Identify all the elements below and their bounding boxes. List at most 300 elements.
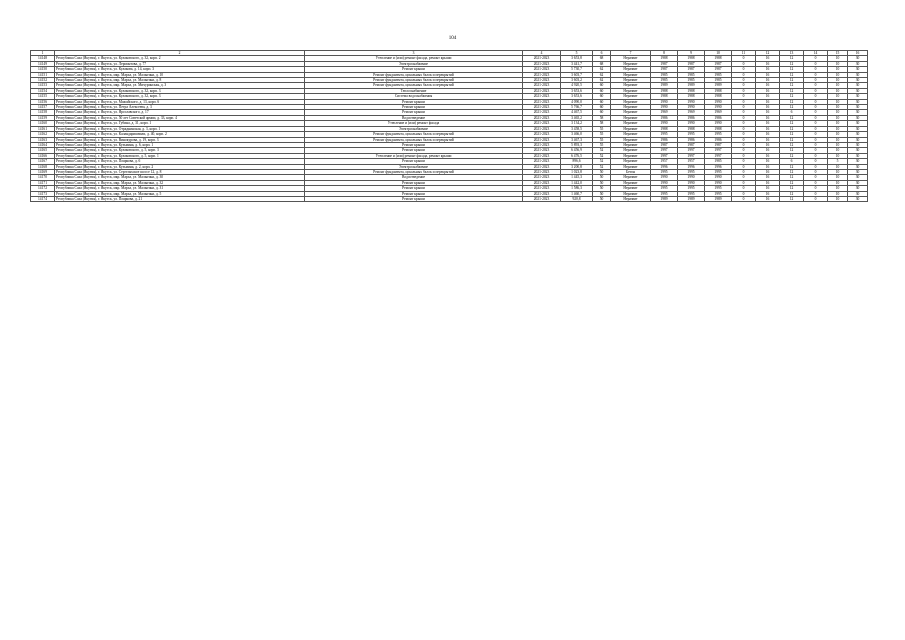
table-cell: 3 603,2 bbox=[561, 78, 593, 83]
table-cell: 12 bbox=[780, 99, 804, 104]
table-cell: 12 bbox=[780, 67, 804, 72]
table-cell: 12 bbox=[780, 164, 804, 169]
table-cell: Неразвит bbox=[611, 115, 651, 120]
table-cell: 1995 bbox=[705, 186, 732, 191]
table-cell: 1990 bbox=[651, 121, 678, 126]
table-cell: 50 bbox=[593, 191, 611, 196]
table-cell: 62 bbox=[593, 67, 611, 72]
table-cell: 1 023,8 bbox=[561, 169, 593, 174]
table-cell: 1995 bbox=[678, 186, 705, 191]
table-cell: 1969 bbox=[705, 110, 732, 115]
table-cell: Ремонт фундамента, цокольных балок и перекрытий bbox=[305, 137, 523, 142]
table-cell: Теплоснабжение bbox=[305, 88, 523, 93]
table-cell: 1987 bbox=[705, 61, 732, 66]
table-cell: 14151 bbox=[31, 72, 55, 77]
table-cell: 16 bbox=[756, 121, 780, 126]
table-cell: Ремонт крыши bbox=[305, 142, 523, 147]
table-cell: 12 bbox=[780, 94, 804, 99]
table-cell: 30 bbox=[848, 72, 868, 77]
table-cell: 14159 bbox=[31, 115, 55, 120]
table-cell: Неразвит bbox=[611, 99, 651, 104]
table-cell: 0 bbox=[804, 180, 828, 185]
table-cell: 30 bbox=[848, 164, 868, 169]
table-cell: 0 bbox=[804, 132, 828, 137]
table-cell: 30 bbox=[848, 169, 868, 174]
table-cell: 0 bbox=[732, 83, 756, 88]
table-cell: 16 bbox=[756, 180, 780, 185]
table-cell: 30 bbox=[848, 180, 868, 185]
table-cell: 16 bbox=[756, 153, 780, 158]
capital-repair-table bbox=[30, 50, 868, 202]
table-cell: 62 bbox=[593, 78, 611, 83]
table-cell: Ремонт крыши bbox=[305, 105, 523, 110]
table-cell: Ремонт крыши bbox=[305, 159, 523, 164]
table-cell: 10 bbox=[828, 148, 848, 153]
table-cell: Ремонт фундамента, цокольных балок и перекрытий bbox=[305, 72, 523, 77]
table-cell: 2021-2023 bbox=[523, 137, 561, 142]
table-cell: 2021-2023 bbox=[523, 159, 561, 164]
table-cell: 1987 bbox=[678, 142, 705, 147]
table-cell: Республика Саха (Якутия), г. Якутск, мкр. Марха, ул. Малыгина, д. 32 bbox=[55, 180, 305, 185]
table-cell: 16 bbox=[756, 186, 780, 191]
table-cell: 12 bbox=[780, 115, 804, 120]
table-cell: 0 bbox=[732, 191, 756, 196]
table-cell: 0 bbox=[732, 88, 756, 93]
table-cell: 14166 bbox=[31, 153, 55, 158]
table-cell: 1986 bbox=[678, 115, 705, 120]
table-cell: 12 bbox=[780, 83, 804, 88]
table-cell: 1997 bbox=[651, 148, 678, 153]
table-cell: 30 bbox=[848, 196, 868, 201]
table-cell: Ремонт крыши bbox=[305, 180, 523, 185]
table-cell: Система водоснабжения bbox=[305, 94, 523, 99]
table-cell: Неразвит bbox=[611, 148, 651, 153]
table-cell: 16 bbox=[756, 67, 780, 72]
table-cell: 60 bbox=[593, 83, 611, 88]
table-cell: Республика Саха (Якутия), г. Якутск, ул. Кулаковского, д. 5, корп. 3 bbox=[55, 148, 305, 153]
table-cell: 60 bbox=[593, 105, 611, 110]
table-cell: 0 bbox=[804, 148, 828, 153]
table-cell: 2021-2023 bbox=[523, 67, 561, 72]
table-cell: 3 441,7 bbox=[561, 61, 593, 66]
table-cell: Ремонт фундамента, цокольных балок и перекрытий bbox=[305, 132, 523, 137]
table-cell: 1987 bbox=[705, 67, 732, 72]
table-cell: 1988 bbox=[705, 56, 732, 61]
table-cell: 16 bbox=[756, 132, 780, 137]
table-cell: 0 bbox=[732, 175, 756, 180]
table-cell: 1988 bbox=[678, 88, 705, 93]
table-cell: 16 bbox=[756, 78, 780, 83]
table-cell: 0 bbox=[732, 94, 756, 99]
table-cell: 3 653,6 bbox=[561, 94, 593, 99]
column-header: 13 bbox=[780, 51, 804, 56]
table-cell: 14156 bbox=[31, 99, 55, 104]
table-cell: 5 730,7 bbox=[561, 67, 593, 72]
table-cell: 58 bbox=[593, 115, 611, 120]
table-cell: 0 bbox=[732, 137, 756, 142]
table-cell: 1988 bbox=[651, 126, 678, 131]
table-cell: 1996 bbox=[678, 164, 705, 169]
table-cell: 16 bbox=[756, 159, 780, 164]
table-cell: 10 bbox=[828, 169, 848, 174]
table-cell: 1957 bbox=[651, 159, 678, 164]
table-cell: Неразвит bbox=[611, 132, 651, 137]
table-cell: 0 bbox=[732, 132, 756, 137]
table-cell: 1987 bbox=[651, 142, 678, 147]
table-cell: Неразвит bbox=[611, 56, 651, 61]
table-cell: 10 bbox=[828, 72, 848, 77]
table-cell: Республика Саха (Якутия), г. Якутск, ул. 50 лет Советской армии, д. 33, корп. 4 bbox=[55, 115, 305, 120]
table-cell: 0 bbox=[732, 180, 756, 185]
table-cell: 30 bbox=[848, 110, 868, 115]
column-header: 2 bbox=[55, 51, 305, 56]
table-cell: 52 bbox=[593, 159, 611, 164]
table-cell: Водоотведение bbox=[305, 175, 523, 180]
table-cell: Неразвит bbox=[611, 180, 651, 185]
table-cell: 1 586,3 bbox=[561, 186, 593, 191]
table-cell: 1985 bbox=[705, 159, 732, 164]
table-cell: 14165 bbox=[31, 148, 55, 153]
table-cell: 0 bbox=[804, 196, 828, 201]
table-cell: 12 bbox=[780, 132, 804, 137]
table-cell: 10 bbox=[828, 78, 848, 83]
table-cell: 10 bbox=[828, 164, 848, 169]
table-cell: 10 bbox=[828, 105, 848, 110]
table-cell: 12 bbox=[780, 121, 804, 126]
table-cell: 14154 bbox=[31, 88, 55, 93]
table-cell: 14155 bbox=[31, 94, 55, 99]
table-cell: 2021-2023 bbox=[523, 148, 561, 153]
column-header: 7 bbox=[611, 51, 651, 56]
table-cell: 16 bbox=[756, 61, 780, 66]
column-header: 3 bbox=[305, 51, 523, 56]
column-header: 8 bbox=[651, 51, 678, 56]
column-header: 14 bbox=[804, 51, 828, 56]
table-cell: 10 bbox=[828, 186, 848, 191]
table-cell: 0 bbox=[804, 169, 828, 174]
table-cell: 6 bbox=[780, 159, 804, 164]
table-cell: 1989 bbox=[651, 196, 678, 201]
table-cell: 1985 bbox=[651, 78, 678, 83]
table-cell: 12 bbox=[780, 153, 804, 158]
table-cell: 12 bbox=[780, 175, 804, 180]
table-cell: 1990 bbox=[678, 121, 705, 126]
table-cell: 3 458,5 bbox=[561, 126, 593, 131]
table-cell: 50 bbox=[593, 180, 611, 185]
table-cell: Ремонт крыши bbox=[305, 99, 523, 104]
table-cell: 12 bbox=[780, 186, 804, 191]
table-cell: 0 bbox=[732, 142, 756, 147]
table-cell: 10 bbox=[828, 67, 848, 72]
table-cell: 14148 bbox=[31, 56, 55, 61]
table-cell: 0 bbox=[732, 186, 756, 191]
table-cell: 14169 bbox=[31, 169, 55, 174]
table-cell: 2021-2023 bbox=[523, 175, 561, 180]
table-cell: 3 465,2 bbox=[561, 115, 593, 120]
table-cell: 0 bbox=[804, 175, 828, 180]
table-cell: 1987 bbox=[651, 61, 678, 66]
column-header: 10 bbox=[705, 51, 732, 56]
table-cell: 10 bbox=[828, 175, 848, 180]
table-cell: 1969 bbox=[678, 110, 705, 115]
table-cell: 10 bbox=[828, 83, 848, 88]
table-cell: 30 bbox=[848, 121, 868, 126]
table-cell: 14173 bbox=[31, 191, 55, 196]
table-cell: 3 466,0 bbox=[561, 132, 593, 137]
table-cell: 10 bbox=[828, 110, 848, 115]
table-cell: Республика Саха (Якутия), г. Якутск, ул. Кулаковского, д. 32, корп. 3 bbox=[55, 88, 305, 93]
table-cell: 60 bbox=[593, 94, 611, 99]
table-cell: 1987 bbox=[705, 142, 732, 147]
table-cell: 5 bbox=[828, 159, 848, 164]
table-cell: 3 603,7 bbox=[561, 72, 593, 77]
table-cell: Электроснабжение bbox=[305, 61, 523, 66]
table-cell: 12 bbox=[780, 180, 804, 185]
table-cell: 2021-2023 bbox=[523, 169, 561, 174]
table-cell: 0 bbox=[804, 61, 828, 66]
table-cell: 14150 bbox=[31, 67, 55, 72]
table-cell: 16 bbox=[756, 83, 780, 88]
table-cell: Республика Саха (Якутия), г. Якутск, ул. Кулаковского, д. 32, корп. 2 bbox=[55, 56, 305, 61]
table-cell: 2021-2023 bbox=[523, 78, 561, 83]
table-cell: 1988 bbox=[651, 88, 678, 93]
table-cell: 1995 bbox=[651, 186, 678, 191]
table-cell: 0 bbox=[732, 126, 756, 131]
table-cell: 16 bbox=[756, 110, 780, 115]
table-cell: 1986 bbox=[705, 115, 732, 120]
table-cell: 30 bbox=[848, 142, 868, 147]
table-cell: 1990 bbox=[705, 105, 732, 110]
table-cell: 60 bbox=[593, 88, 611, 93]
table-cell: 30 bbox=[848, 186, 868, 191]
table-cell: 1988 bbox=[651, 94, 678, 99]
table-cell: 16 bbox=[756, 99, 780, 104]
table-cell: 1995 bbox=[678, 191, 705, 196]
table-cell: 1990 bbox=[705, 180, 732, 185]
table-cell: 14171 bbox=[31, 180, 55, 185]
table-cell: 1997 bbox=[678, 148, 705, 153]
table-cell: 60 bbox=[593, 99, 611, 104]
table-cell: Республика Саха (Якутия), г. Якутск, мкр. Марха, ул. Малыгина, д. 10 bbox=[55, 72, 305, 77]
table-cell: 16 bbox=[756, 175, 780, 180]
table-cell: Республика Саха (Якутия), г. Якутск, ул. Кулаковского, д. 32, корп. 3 bbox=[55, 94, 305, 99]
table-cell: 58 bbox=[593, 121, 611, 126]
table-cell: 2021-2023 bbox=[523, 191, 561, 196]
table-cell: 16 bbox=[756, 72, 780, 77]
column-header: 11 bbox=[732, 51, 756, 56]
table-cell: 2021-2023 bbox=[523, 153, 561, 158]
table-cell: 4 467,5 bbox=[561, 110, 593, 115]
table-cell: 1989 bbox=[678, 83, 705, 88]
table-cell: 16 bbox=[756, 142, 780, 147]
table-cell: 1988 bbox=[705, 126, 732, 131]
table-cell: Республика Саха (Якутия), г. Якутск, ул. Каландаришвили, д. 40, корп. 2 bbox=[55, 132, 305, 137]
table-cell: Неразвит bbox=[611, 196, 651, 201]
table-cell: Утепление и (или) ремонт фасада, ремонт крыши bbox=[305, 153, 523, 158]
table-cell: Ремонт фундамента, цокольных балок и перекрытий bbox=[305, 83, 523, 88]
table-cell: 0 bbox=[732, 72, 756, 77]
table-cell: 12 bbox=[780, 137, 804, 142]
table-cell: 14160 bbox=[31, 121, 55, 126]
table-cell: 14158 bbox=[31, 110, 55, 115]
table-cell: Неразвит bbox=[611, 191, 651, 196]
table-cell: 16 bbox=[756, 137, 780, 142]
table-cell: 12 bbox=[780, 142, 804, 147]
table-cell: 10 bbox=[828, 191, 848, 196]
column-header: 1 bbox=[31, 51, 55, 56]
table-cell: Республика Саха (Якутия), г. Якутск, мкр. Марха, ул. Малыгина, д. 5 bbox=[55, 191, 305, 196]
table-cell: 0 bbox=[732, 78, 756, 83]
table-cell: 10 bbox=[828, 142, 848, 147]
table-cell: 60 bbox=[593, 110, 611, 115]
table-cell: 30 bbox=[848, 159, 868, 164]
table-cell: 1997 bbox=[651, 153, 678, 158]
table-cell: 12 bbox=[780, 78, 804, 83]
table-cell: 2021-2023 bbox=[523, 196, 561, 201]
table-cell: 14167 bbox=[31, 159, 55, 164]
table-cell: 2021-2023 bbox=[523, 164, 561, 169]
table-cell: 1 460,7 bbox=[561, 191, 593, 196]
table-cell: 0 bbox=[732, 164, 756, 169]
table-cell: Республика Саха (Якутия), г. Якутск, ул. Кулакова, д. 14, корп. 3 bbox=[55, 67, 305, 72]
table-cell: 1990 bbox=[678, 99, 705, 104]
column-header: 16 bbox=[848, 51, 868, 56]
table-cell: 0 bbox=[732, 99, 756, 104]
table-cell: 1989 bbox=[705, 83, 732, 88]
table-cell: Ремонт крыши bbox=[305, 67, 523, 72]
table-cell: 10 bbox=[828, 126, 848, 131]
table-body bbox=[31, 56, 868, 202]
table-cell: 0 bbox=[732, 67, 756, 72]
table-cell: 6 476,5 bbox=[561, 153, 593, 158]
table-cell: 0 bbox=[732, 148, 756, 153]
table-cell: 1996 bbox=[705, 164, 732, 169]
table-cell: 1 442,0 bbox=[561, 180, 593, 185]
table-cell: 30 bbox=[848, 105, 868, 110]
table-cell: 52 bbox=[593, 164, 611, 169]
table-cell: 0 bbox=[804, 72, 828, 77]
table-cell: 0 bbox=[732, 115, 756, 120]
table-cell: 2021-2023 bbox=[523, 186, 561, 191]
table-cell: 0 bbox=[804, 121, 828, 126]
table-cell: 55 bbox=[593, 126, 611, 131]
table-cell: 55 bbox=[593, 142, 611, 147]
table-cell: 0 bbox=[804, 142, 828, 147]
table-cell: 920,8 bbox=[561, 196, 593, 201]
table-cell: 1985 bbox=[705, 72, 732, 77]
table-cell: Республика Саха (Якутия), г. Якутск, мкр. Марха, ул. Малыгина, д. 30 bbox=[55, 175, 305, 180]
table-cell: 62 bbox=[593, 72, 611, 77]
table-cell: Республика Саха (Якутия), г. Якутск, ул. Петра Алексеева, д. 3 bbox=[55, 105, 305, 110]
column-header: 6 bbox=[593, 51, 611, 56]
table-cell: 10 bbox=[828, 137, 848, 142]
table-cell: 0 bbox=[732, 121, 756, 126]
table-cell: 4 090,0 bbox=[561, 99, 593, 104]
table-cell: 1985 bbox=[651, 72, 678, 77]
table-cell: Ремонт крыши bbox=[305, 186, 523, 191]
table-cell: Ремонт фундамента, цокольных балок и перекрытий bbox=[305, 169, 523, 174]
table-cell: 896,6 bbox=[561, 159, 593, 164]
table-cell: Республика Саха (Якутия), г. Якутск, ул. Пояркова, д. 21 bbox=[55, 196, 305, 201]
table-cell: Неразвит bbox=[611, 105, 651, 110]
table-cell: 10 bbox=[828, 56, 848, 61]
table-cell: 3 134,2 bbox=[561, 121, 593, 126]
table-cell: 14172 bbox=[31, 186, 55, 191]
table-cell: 12 bbox=[780, 56, 804, 61]
table-cell: Республика Саха (Якутия), г. Якутск, ул. Пояркова, д. 6 bbox=[55, 159, 305, 164]
table-cell: 50 bbox=[593, 175, 611, 180]
table-cell: 3 653,8 bbox=[561, 56, 593, 61]
table-cell: 1990 bbox=[651, 175, 678, 180]
table-cell: 0 bbox=[804, 110, 828, 115]
table-cell: 4 920,5 bbox=[561, 83, 593, 88]
table-cell: 16 bbox=[756, 196, 780, 201]
table-cell: 55 bbox=[593, 132, 611, 137]
table-cell: Ремонт фундамента, цокольных балок и перекрытий bbox=[305, 78, 523, 83]
table-cell: 30 bbox=[848, 67, 868, 72]
table-cell: 0 bbox=[732, 169, 756, 174]
table-cell: 1988 bbox=[678, 94, 705, 99]
table-cell: 12 bbox=[780, 191, 804, 196]
table-cell: Республика Саха (Якутия), г. Якутск, ул. Губина, д. 31, корп. 1 bbox=[55, 121, 305, 126]
table-cell: 1995 bbox=[678, 169, 705, 174]
table-cell: Ремонт крыши bbox=[305, 148, 523, 153]
table-cell: 16 bbox=[756, 148, 780, 153]
table-cell: 1989 bbox=[678, 196, 705, 201]
table-cell: 16 bbox=[756, 169, 780, 174]
table-cell: 2021-2023 bbox=[523, 94, 561, 99]
table-cell: Электроснабжение bbox=[305, 126, 523, 131]
table-cell: 14163 bbox=[31, 137, 55, 142]
table-cell: 30 bbox=[848, 56, 868, 61]
table-cell: 0 bbox=[804, 94, 828, 99]
table-cell: 2021-2023 bbox=[523, 56, 561, 61]
table-cell: 1995 bbox=[705, 169, 732, 174]
table-cell: 1990 bbox=[678, 105, 705, 110]
table-cell: 12 bbox=[780, 61, 804, 66]
table-cell: 10 bbox=[828, 61, 848, 66]
table-cell: Неразвит bbox=[611, 186, 651, 191]
table-cell: 52 bbox=[593, 148, 611, 153]
table-cell: 12 bbox=[780, 148, 804, 153]
table-cell: 0 bbox=[804, 115, 828, 120]
table-cell: Республика Саха (Якутия), г. Якутск, мкр. Марха, ул. Мичуринская, д. 3 bbox=[55, 83, 305, 88]
table-cell: 1990 bbox=[705, 175, 732, 180]
table-cell: 30 bbox=[848, 83, 868, 88]
table-cell: 10 bbox=[828, 121, 848, 126]
table-cell: 0 bbox=[732, 110, 756, 115]
table-cell: 6 bbox=[780, 110, 804, 115]
table-cell: Республика Саха (Якутия), г. Якутск, ул. Отраднинская, д. 3, корп. 1 bbox=[55, 126, 305, 131]
table-cell: Ремонт крыши bbox=[305, 196, 523, 201]
table-cell: 10 bbox=[828, 99, 848, 104]
table-cell: 16 bbox=[756, 164, 780, 169]
table-cell: 5 766,7 bbox=[561, 105, 593, 110]
table-cell: 16 bbox=[756, 105, 780, 110]
table-row bbox=[31, 196, 868, 201]
table-cell: Электроснабжение bbox=[305, 164, 523, 169]
table-cell: 16 bbox=[756, 191, 780, 196]
table-cell: 1995 bbox=[705, 191, 732, 196]
table-cell: 2021-2023 bbox=[523, 72, 561, 77]
table-cell: 2021-2023 bbox=[523, 61, 561, 66]
table-cell: 50 bbox=[593, 186, 611, 191]
table-cell: Республика Саха (Якутия), г. Якутск, ул. Лермонтова, д. 77 bbox=[55, 61, 305, 66]
table-cell: 0 bbox=[732, 56, 756, 61]
column-header: 12 bbox=[756, 51, 780, 56]
table-cell: Неразвит bbox=[611, 126, 651, 131]
table-cell: Республика Саха (Якутия), г. Якутск, мкр. Марха, ул. Малыгина, д. 8 bbox=[55, 78, 305, 83]
